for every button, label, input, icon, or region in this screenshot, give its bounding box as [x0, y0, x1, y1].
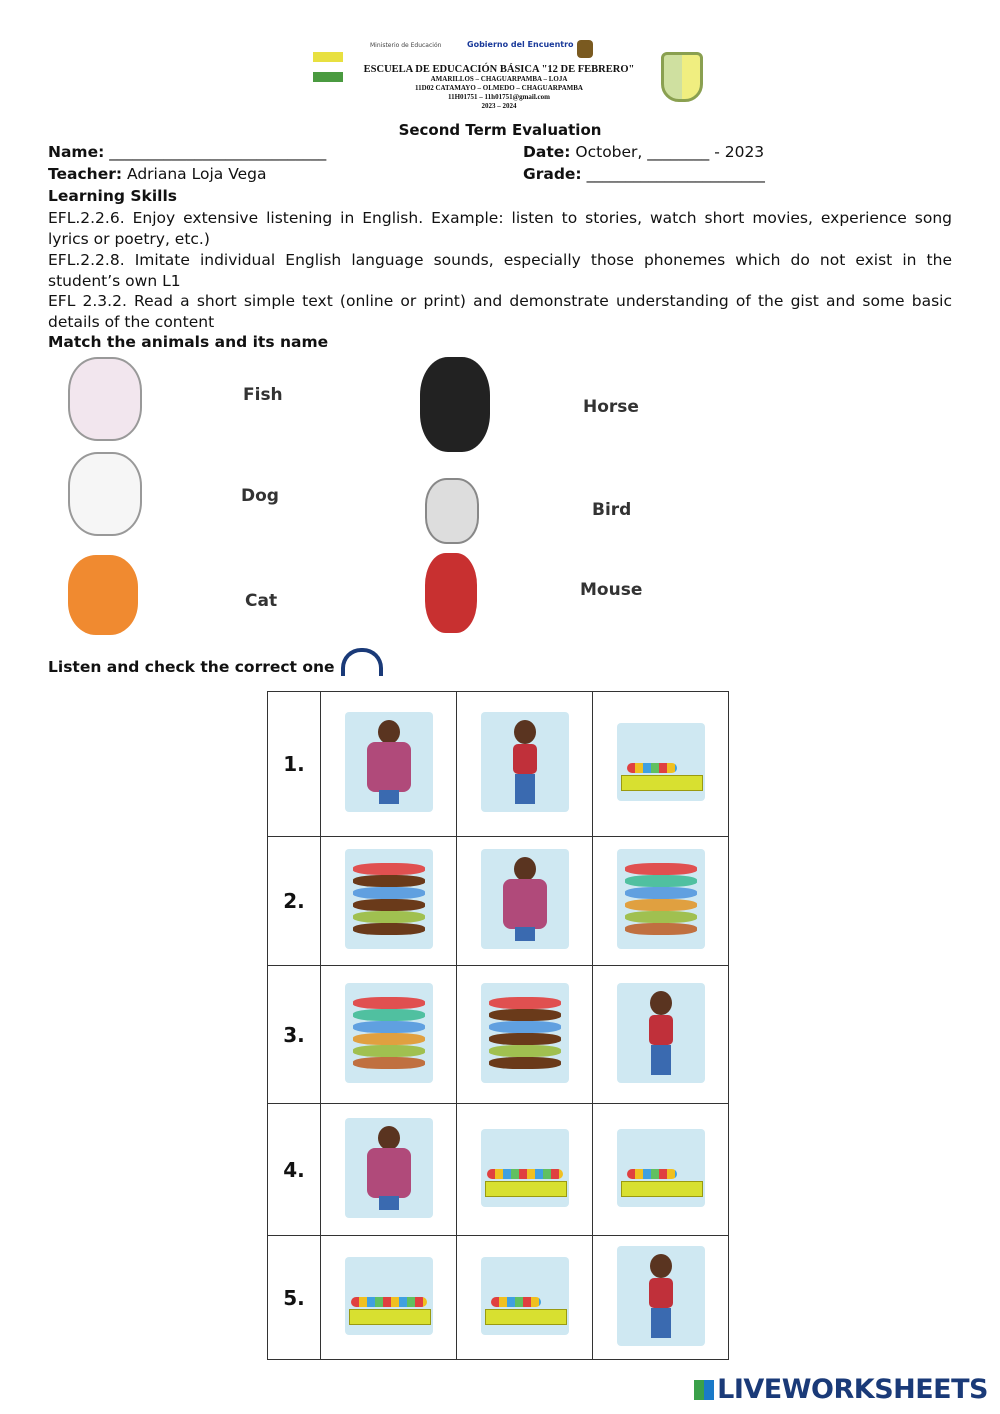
worm-short-image	[617, 1129, 705, 1207]
school-address: AMARILLOS – CHAGUARPAMBA – LOJA	[430, 75, 568, 83]
answer-option[interactable]	[457, 966, 593, 1104]
row-number: 4.	[268, 1104, 321, 1236]
girl-image	[617, 1246, 705, 1346]
answer-option[interactable]	[593, 966, 729, 1104]
name-blank[interactable]: ____________________________	[109, 143, 327, 161]
listen-heading	[48, 648, 383, 676]
animal-name[interactable]: Horse	[583, 397, 639, 417]
table-row	[268, 1104, 729, 1236]
table-row	[268, 966, 729, 1104]
row-number: 2.	[268, 837, 321, 966]
school-year: 2023 – 2024	[481, 102, 517, 110]
table-row	[268, 1236, 729, 1360]
table-row	[268, 837, 729, 966]
worm-long-image	[481, 1129, 569, 1207]
brand-text: LIVEWORKSHEETS	[717, 1374, 988, 1405]
school-district: 11D02 CATAMAYO – OLMEDO – CHAGUARPAMBA	[415, 84, 583, 92]
table-row	[268, 692, 729, 837]
plates-clean-image	[345, 983, 433, 1083]
school-header	[305, 34, 705, 114]
answer-option[interactable]	[593, 1104, 729, 1236]
grade-blank[interactable]: _______________________	[586, 165, 765, 183]
girl-big-image	[345, 1118, 433, 1218]
coat-of-arms-icon	[577, 40, 593, 58]
animal-name[interactable]: Fish	[243, 385, 283, 405]
answer-option[interactable]	[321, 837, 457, 966]
teacher-value: Adriana Loja Vega	[127, 165, 267, 183]
girl-big-image	[345, 712, 433, 812]
liveworksheets-logo	[694, 1374, 988, 1405]
date-value[interactable]: October, ________ - 2023	[575, 143, 765, 161]
listen-table	[267, 691, 729, 1360]
grade-field[interactable]	[523, 165, 765, 183]
bird-image	[425, 553, 477, 633]
girl-big-image	[481, 849, 569, 949]
skills-heading: Learning Skills	[48, 187, 178, 205]
date-field[interactable]	[523, 143, 764, 161]
skill-item: EFL.2.2.6. Enjoy extensive listening in English. Example: listen to stories, watch short movies, experience song lyrics or poetry, etc.)	[48, 209, 952, 248]
animal-name[interactable]: Cat	[245, 591, 278, 611]
answer-option[interactable]	[321, 692, 457, 837]
answer-option[interactable]	[321, 1236, 457, 1360]
date-label: Date:	[523, 143, 571, 161]
girl-image	[481, 712, 569, 812]
school-contact: 11H01751 – 11h01751@gmail.com	[448, 93, 550, 101]
worm-long-image	[345, 1257, 433, 1335]
ministry-label: Ministerio de Educación	[370, 42, 442, 49]
name-label: Name:	[48, 143, 105, 161]
row-number: 3.	[268, 966, 321, 1104]
plates-dirty-image	[345, 849, 433, 949]
headphones-icon[interactable]	[341, 648, 383, 676]
teacher-label: Teacher:	[48, 165, 123, 183]
match-heading: Match the animals and its name	[48, 333, 329, 351]
government-logo: Gobierno del Encuentro	[467, 40, 574, 49]
animal-name[interactable]: Mouse	[580, 580, 643, 600]
school-shield-icon	[661, 52, 703, 102]
animal-name[interactable]: Bird	[592, 500, 632, 520]
logo-icon	[694, 1380, 714, 1400]
answer-option[interactable]	[457, 692, 593, 837]
school-name: ESCUELA DE EDUCACIÓN BÁSICA "12 DE FEBRERO"	[363, 64, 635, 75]
animal-name[interactable]: Dog	[241, 486, 279, 506]
worm-short-image	[617, 723, 705, 801]
worm-short-image	[481, 1257, 569, 1335]
mouse-image	[425, 478, 479, 544]
answer-option[interactable]	[593, 692, 729, 837]
flag-icon	[313, 42, 343, 92]
plates-dirty-image	[481, 983, 569, 1083]
horse-image	[420, 357, 490, 452]
teacher-field	[48, 165, 266, 183]
answer-option[interactable]	[457, 1236, 593, 1360]
row-number: 1.	[268, 692, 321, 837]
listen-heading-text: Listen and check the correct one	[48, 658, 335, 676]
skill-item: EFL.2.2.8. Imitate individual English language sounds, especially those phonemes which do not exist in the student’s own L1	[48, 251, 952, 290]
dog-image	[68, 452, 142, 536]
girl-image	[617, 983, 705, 1083]
grade-label: Grade:	[523, 165, 582, 183]
answer-option[interactable]	[593, 1236, 729, 1360]
answer-option[interactable]	[457, 1104, 593, 1236]
fish-image	[68, 555, 138, 635]
skill-item: EFL 2.3.2. Read a short simple text (online or print) and demonstrate understanding of the gist and some basic details of the content	[48, 292, 952, 331]
plates-clean-image	[617, 849, 705, 949]
page-title: Second Term Evaluation	[398, 121, 602, 139]
answer-option[interactable]	[321, 1104, 457, 1236]
answer-option[interactable]	[457, 837, 593, 966]
row-number: 5.	[268, 1236, 321, 1360]
answer-option[interactable]	[321, 966, 457, 1104]
answer-option[interactable]	[593, 837, 729, 966]
name-field[interactable]	[48, 143, 326, 161]
cat-image	[68, 357, 142, 441]
school-info	[343, 64, 655, 111]
